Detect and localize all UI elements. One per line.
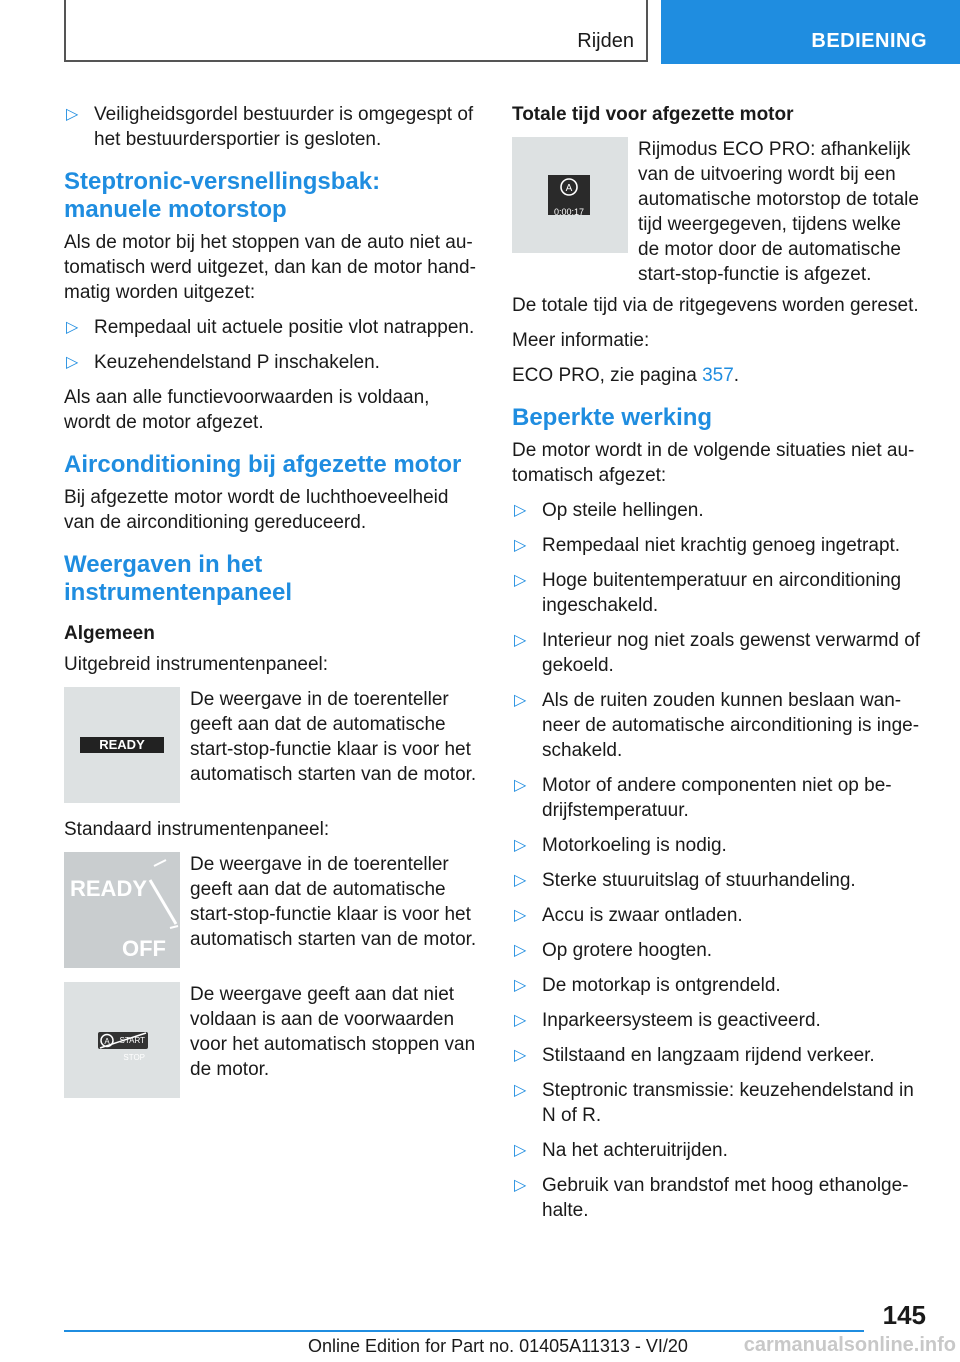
ready-indicator-figure — [64, 687, 180, 803]
ready-off-gauge-figure — [64, 852, 180, 968]
paragraph: Als de motor bij het stoppen van de auto niet au- tomatisch werd uitgezet, dan kan de motor hand- matig worden uitgezet: — [64, 232, 476, 303]
timer-display — [548, 175, 590, 215]
heading-limited: Beperkte werking — [512, 404, 713, 431]
auto-start-stop-icon — [548, 175, 590, 199]
triangle-bullet-icon: ▷ — [514, 837, 527, 854]
figure-row — [64, 852, 480, 968]
figure-caption: De weergave geeft aan dat niet voldaan is aan de voorwaarden voor het automatisch stoppen van de motor. — [190, 984, 476, 1080]
list-item: ▷ Als de ruiten zouden kunnen beslaan wan- neer de automatische airconditioning is inge- schakeld. — [514, 690, 920, 761]
list-item: ▷ Op steile hellingen. — [514, 500, 704, 521]
triangle-bullet-icon: ▷ — [66, 354, 79, 371]
list-item: ▷ Sterke stuuruitslag of stuurhandeling. — [514, 870, 856, 891]
heading-general: Algemeen — [64, 623, 155, 644]
paragraph: Uitgebreid instrumentenpaneel: — [64, 654, 329, 675]
figure-row — [64, 687, 480, 803]
triangle-bullet-icon: ▷ — [514, 1142, 527, 1159]
off-gauge-label: OFF — [122, 936, 166, 961]
list-item: ▷ Motorkoeling is nodig. — [514, 835, 727, 856]
paragraph: Meer informatie: — [512, 330, 650, 351]
chapter-tab — [661, 0, 960, 64]
left-column — [64, 102, 480, 1112]
start-stop-crossed-icon — [98, 1032, 148, 1049]
triangle-bullet-icon: ▷ — [514, 872, 527, 889]
figure-caption: De weergave in de toerenteller geeft aan dat de automatische start-stop-functie klaar is voor het automatisch starten van de motor. — [190, 689, 477, 785]
heading-airco: Airconditioning bij afgezette motor — [64, 451, 462, 478]
figure-row — [64, 982, 480, 1098]
eco-timer-figure — [512, 137, 628, 253]
watermark-logo: carmanualsonline.info — [743, 1334, 956, 1356]
list-item: ▷ Motor of andere componenten niet op be- drijfstemperatuur. — [514, 775, 892, 821]
list-item: ▷ Op grotere hoogten. — [514, 940, 713, 961]
list-item: ▷ Hoge buitentemperatuur en airconditioning ingeschakeld. — [514, 570, 902, 616]
timer-value: 0:00:17 — [553, 207, 585, 217]
paragraph: De totale tijd via de ritgegevens worden gereset. — [512, 295, 919, 316]
list-item: ▷ Stilstaand en langzaam rijdend verkeer. — [514, 1045, 875, 1066]
list-item: ▷ Rempedaal niet krachtig genoeg ingetrapt. — [514, 535, 901, 556]
list-item: ▷ Gebruik van brandstof met hoog ethanolge- halte. — [514, 1175, 909, 1221]
chapter-title: BEDIENING — [811, 30, 927, 52]
triangle-bullet-icon: ▷ — [66, 106, 79, 123]
list-item: ▷ Steptronic transmissie: keuzehendelstand in N of R. — [514, 1080, 914, 1126]
triangle-bullet-icon: ▷ — [514, 1047, 527, 1064]
paragraph: ECO PRO, zie pagina 357. — [512, 365, 740, 386]
list-item: ▷ Rempedaal uit actuele positie vlot natrappen. — [66, 317, 475, 338]
figure-row — [512, 137, 926, 287]
list-item: ▷ Na het achteruitrijden. — [514, 1140, 728, 1161]
triangle-bullet-icon: ▷ — [514, 1012, 527, 1029]
paragraph: Standaard instrumentenpaneel: — [64, 819, 330, 840]
page-header — [0, 0, 960, 66]
triangle-bullet-icon: ▷ — [514, 537, 527, 554]
triangle-bullet-icon: ▷ — [514, 502, 527, 519]
list-item: ▷ Keuzehendelstand P inschakelen. — [66, 352, 380, 373]
list-item: ▷ Interieur nog niet zoals gewenst verwarmd of gekoeld. — [514, 630, 921, 676]
list-item: ▷ Accu is zwaar ontladen. — [514, 905, 743, 926]
ready-gauge-label: READY — [70, 876, 148, 901]
paragraph: Bij afgezette motor wordt de luchthoeveelheid van de airconditioning gereduceerd. — [64, 487, 449, 533]
figure-caption: Rijmodus ECO PRO: afhankelijk van de uitvoering wordt bij een automatische motorstop de totale tijd weergegeven, tijdens welke de motor door de automatische start-stop-functie is afgezet. — [638, 139, 919, 285]
triangle-bullet-icon: ▷ — [514, 1082, 527, 1099]
list-item: ▷ Inparkeersysteem is geactiveerd. — [514, 1010, 821, 1031]
paragraph: Als aan alle functievoorwaarden is voldaan, wordt de motor afgezet. — [64, 387, 430, 433]
heading-total-time: Totale tijd voor afgezette motor — [512, 104, 794, 125]
ready-label: READY — [80, 737, 164, 753]
svg-text:A: A — [104, 1037, 110, 1046]
paragraph: De motor wordt in de volgende situaties niet au- tomatisch afgezet: — [512, 440, 915, 486]
figure-caption: De weergave in de toerenteller geeft aan dat de automatische start-stop-functie klaar is voor het automatisch starten van de motor. — [190, 854, 477, 950]
start-stop-unavailable-figure — [64, 982, 180, 1098]
section-tab — [64, 0, 648, 62]
list-item: ▷ De motorkap is ontgrendeld. — [514, 975, 781, 996]
triangle-bullet-icon: ▷ — [514, 572, 527, 589]
triangle-bullet-icon: ▷ — [514, 942, 527, 959]
page-number: 145 — [882, 1300, 926, 1330]
triangle-bullet-icon: ▷ — [514, 777, 527, 794]
edition-note: Online Edition for Part no. 01405A11313 - VI/20 — [308, 1336, 688, 1356]
triangle-bullet-icon: ▷ — [66, 319, 79, 336]
triangle-bullet-icon: ▷ — [514, 977, 527, 994]
condition-list — [512, 498, 926, 1223]
svg-text:A: A — [565, 183, 573, 194]
list-item: ▷ Veiligheidsgordel bestuurder is omgegespt of het bestuurdersportier is gesloten. — [66, 104, 474, 150]
section-title: Rijden — [577, 30, 634, 52]
heading-steptronic: Steptronic-versnellingsbak: manuele motorstop — [64, 168, 381, 223]
triangle-bullet-icon: ▷ — [514, 1177, 527, 1194]
triangle-bullet-icon: ▷ — [514, 692, 527, 709]
gauge-needle-icon — [64, 852, 180, 968]
heading-displays: Weergaven in het instrumentenpaneel — [64, 551, 293, 606]
start-stop-label: START STOP — [98, 1032, 148, 1049]
triangle-bullet-icon: ▷ — [514, 907, 527, 924]
right-column — [512, 102, 926, 1233]
triangle-bullet-icon: ▷ — [514, 632, 527, 649]
footer-divider — [64, 1330, 864, 1332]
page-link[interactable]: 357 — [702, 365, 734, 386]
